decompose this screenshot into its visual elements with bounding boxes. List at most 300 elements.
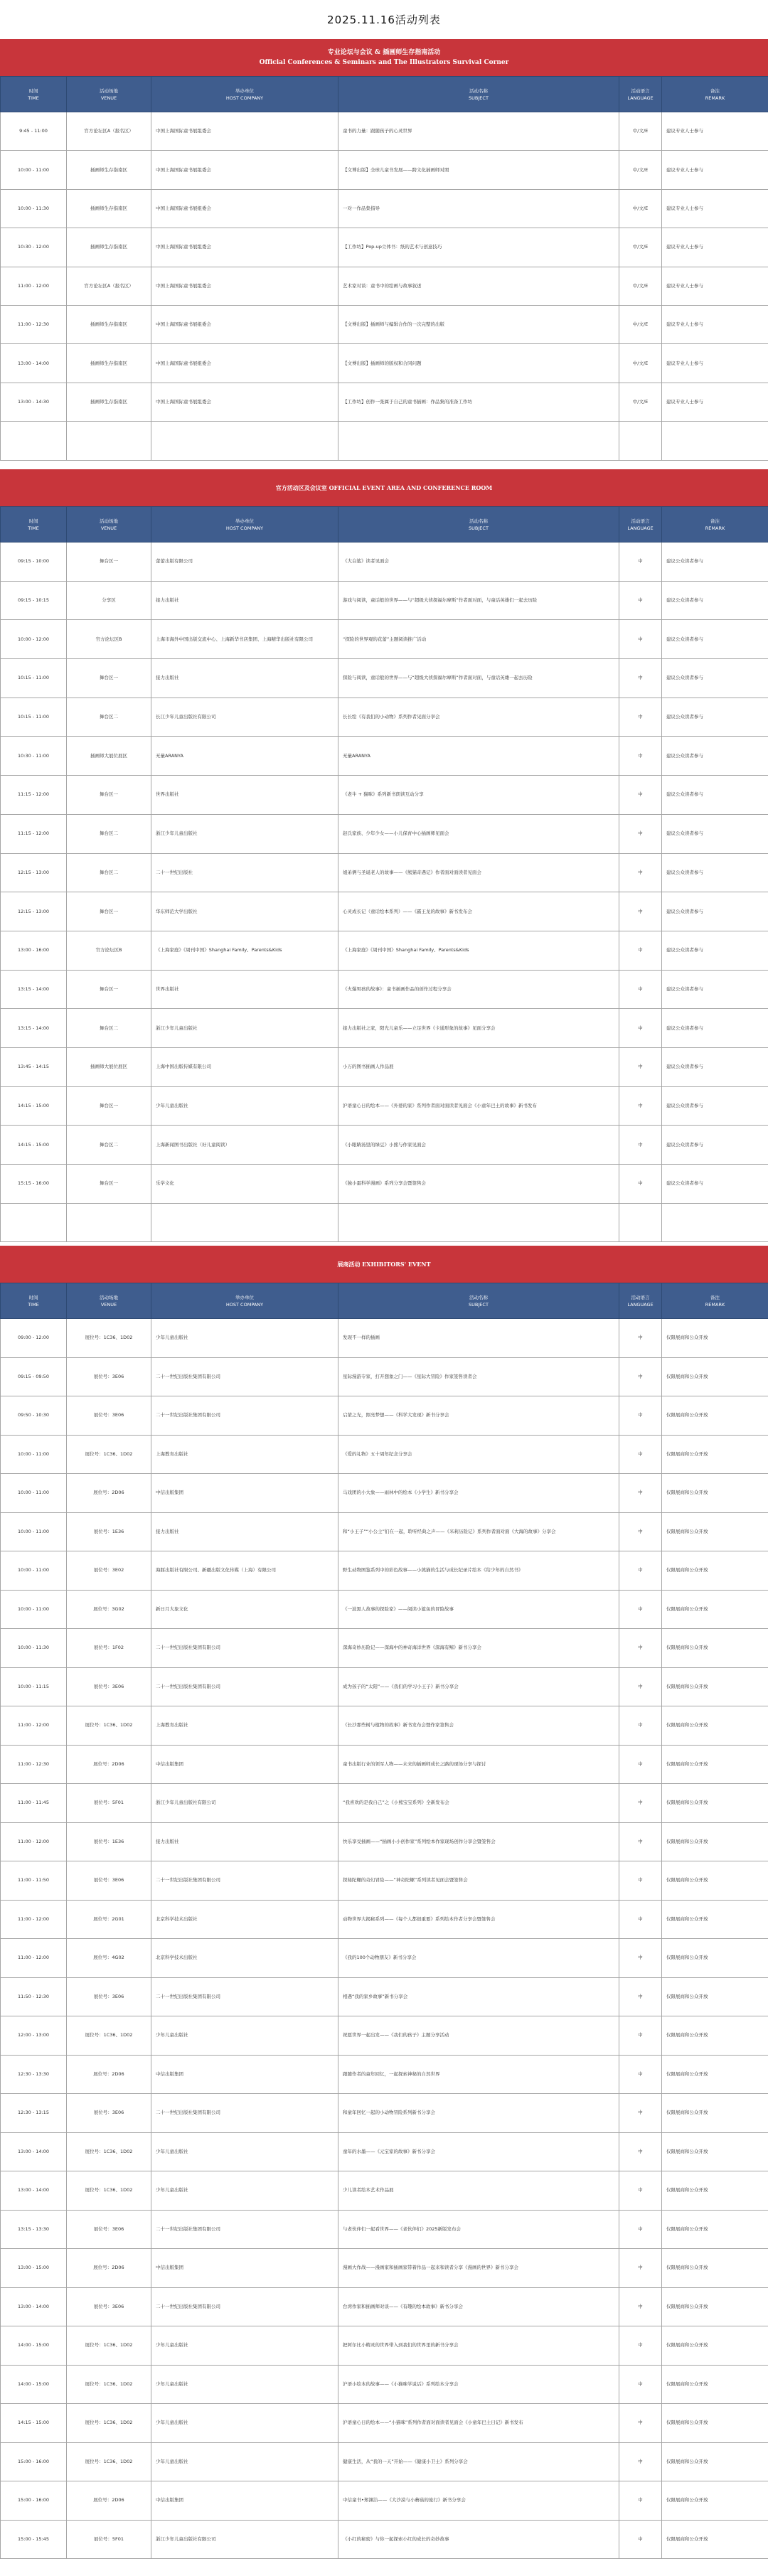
cell-language: 中 <box>619 1435 662 1474</box>
column-header-en: REMARK <box>705 525 725 531</box>
cell-remarks: 仅限展商和公众开放 <box>662 2365 768 2404</box>
cell-host: 二十一世纪出版社集团有限公司 <box>151 1861 338 1901</box>
cell-remarks: 仅限展商和公众开放 <box>662 1512 768 1551</box>
column-header-en: LANGUAGE <box>627 1301 654 1308</box>
column-header-cn: 活动场地 <box>100 87 118 94</box>
cell-host: 中信出版集团 <box>151 2055 338 2094</box>
column-header-host <box>151 77 338 112</box>
cell-venue: 舞台区二 <box>67 1126 151 1165</box>
cell-remarks: 仅限展商和公众开放 <box>662 2094 768 2133</box>
table-row <box>1 1551 768 1591</box>
cell-time: 13:00 - 14:00 <box>1 344 67 383</box>
cell-language: 中 <box>619 1784 662 1823</box>
cell-subject: 游戏与阅读，童话般的世界——与“超级大侦探福尔摩斯”作者面对面，与童话英雄们一起去历险 <box>338 581 619 620</box>
cell-remarks: 建议专业人士参与 <box>662 189 768 228</box>
table-row <box>1 2171 768 2211</box>
column-header-en: VENUE <box>100 95 117 101</box>
cell-subject: 一对一作品集指导 <box>338 189 619 228</box>
cell-time: 13:15 - 14:00 <box>1 1009 67 1048</box>
event-table <box>0 1283 768 2559</box>
cell-host <box>151 1203 338 1242</box>
cell-time: 11:00 - 11:45 <box>1 1784 67 1823</box>
cell-subject: 漫画大作战——漫画家和插画家带着作品一起来和读者分享《漫画的世界》新书分享会 <box>338 2249 619 2288</box>
cell-language: 中 <box>619 1512 662 1551</box>
cell-remarks: 仅限展商和公众开放 <box>662 1629 768 1668</box>
cell-venue: 舞台区一 <box>67 892 151 931</box>
cell-time: 11:15 - 12:00 <box>1 814 67 853</box>
cell-host: 少年儿童出版社 <box>151 2326 338 2366</box>
table-row <box>1 1900 768 1939</box>
cell-language: 中 <box>619 1629 662 1668</box>
table-row <box>1 1822 768 1861</box>
cell-subject: 祝愿世界一起出发——《我们的孩子》主题分享活动 <box>338 2016 619 2056</box>
cell-venue: 舞台区二 <box>67 853 151 892</box>
cell-venue: 舞台区一 <box>67 970 151 1009</box>
cell-venue: 展位号：4G02 <box>67 1939 151 1978</box>
cell-host: 浙江少年儿童出版社有限公司 <box>151 1784 338 1823</box>
cell-venue: 展位号：1C36、1D02 <box>67 1706 151 1746</box>
cell-subject: 《上海家庭》《周刊中国》Shanghai Family、Parents&Kids <box>338 931 619 970</box>
cell-host: 少年儿童出版社 <box>151 2365 338 2404</box>
table-row <box>1 2404 768 2443</box>
cell-subject: 《小红的秘密》与你一起探索小红的成长的奇妙故事 <box>338 2520 619 2559</box>
column-header-cn: 时间 <box>28 1294 38 1300</box>
cell-host: 接力出版社 <box>151 1822 338 1861</box>
table-row <box>1 853 768 892</box>
cell-remarks: 仅限展商和公众开放 <box>662 1861 768 1901</box>
cell-subject: 无量ARANYA <box>338 737 619 776</box>
table-row <box>1 1861 768 1901</box>
cell-venue: 舞台区一 <box>67 543 151 582</box>
cell-language: 中 <box>619 698 662 737</box>
column-header-cn: 时间 <box>28 87 38 94</box>
table-header-row <box>1 77 768 112</box>
cell-language: 中 <box>619 1165 662 1204</box>
cell-venue: 展位号：1C36、1D02 <box>67 2132 151 2171</box>
cell-subject: 《长沙那些树与植物的故事》新书发布会暨作家签售会 <box>338 1706 619 1746</box>
cell-remarks: 建议公众读者参与 <box>662 814 768 853</box>
column-header-cn: 活动名称 <box>469 1294 488 1300</box>
cell-venue: 舞台区一 <box>67 776 151 815</box>
cell-venue: 展位号：3E06 <box>67 1396 151 1436</box>
cell-venue: 展位号：1C36、1D02 <box>67 2442 151 2481</box>
cell-time: 10:30 - 11:00 <box>1 737 67 776</box>
cell-remarks: 建议专业人士参与 <box>662 383 768 421</box>
cell-venue: 舞台区一 <box>67 1086 151 1126</box>
table-row <box>1 1165 768 1204</box>
cell-time: 13:45 - 14:15 <box>1 1047 67 1086</box>
cell-subject: 与老伙伴们一起看世界——《老伙伴们》2025新版发布会 <box>338 2210 619 2249</box>
cell-language: 中 <box>619 1086 662 1126</box>
cell-language: 中 <box>619 2365 662 2404</box>
table-row <box>1 422 768 460</box>
table-row <box>1 1939 768 1978</box>
cell-remarks: 建议公众读者参与 <box>662 581 768 620</box>
cell-remarks: 建议专业人士参与 <box>662 151 768 189</box>
cell-remarks: 建议公众读者参与 <box>662 853 768 892</box>
cell-venue: 官方论坛区B <box>67 620 151 659</box>
cell-host: 浙江少年儿童出版社 <box>151 814 338 853</box>
cell-subject: 中信童书•郑渊洁——《大沙漠与小蘑菇的旅行》新书分享会 <box>338 2481 619 2521</box>
cell-subject: 发现不一样的插画 <box>338 1319 619 1358</box>
cell-host: 长江少年儿童出版社有限公司 <box>151 698 338 737</box>
cell-subject: 探秘陀螺的奇幻冒险——“神奇陀螺”系列读者见面会暨签售会 <box>338 1861 619 1901</box>
cell-host: 二十一世纪出版社集团有限公司 <box>151 2210 338 2249</box>
cell-time: 12:00 - 13:00 <box>1 2016 67 2056</box>
table-row <box>1 344 768 383</box>
cell-time: 14:15 - 15:00 <box>1 2404 67 2443</box>
cell-time: 14:15 - 15:00 <box>1 1126 67 1165</box>
cell-language: 中/文/E <box>619 228 662 267</box>
cell-host <box>151 422 338 460</box>
cell-language: 中 <box>619 970 662 1009</box>
table-row <box>1 2326 768 2366</box>
cell-remarks: 仅限展商和公众开放 <box>662 1977 768 2016</box>
column-header-en: SUBJECT <box>469 95 489 101</box>
cell-subject: 把阿尔比小精灵的世界带入到我们的世界里的新书分享会 <box>338 2326 619 2366</box>
cell-venue: 展位号：3E06 <box>67 1357 151 1396</box>
cell-venue: 展位号：1E36 <box>67 1512 151 1551</box>
cell-host: 蕾蕾出版有限公司 <box>151 543 338 582</box>
cell-host: 少年儿童出版社 <box>151 1086 338 1126</box>
cell-remarks: 建议专业人士参与 <box>662 112 768 151</box>
cell-remarks: 建议公众读者参与 <box>662 931 768 970</box>
cell-venue: 展位号：2D06 <box>67 2249 151 2288</box>
table-row <box>1 1203 768 1242</box>
cell-time: 14:00 - 15:00 <box>1 2365 67 2404</box>
cell-subject: 赵氏家族、少年少女——小儿保育中心插画师见面会 <box>338 814 619 853</box>
cell-language: 中 <box>619 543 662 582</box>
cell-venue: 展位号：3E02 <box>67 1551 151 1591</box>
cell-language: 中 <box>619 2481 662 2521</box>
cell-remarks: 建议公众读者参与 <box>662 1047 768 1086</box>
cell-time: 09:00 - 12:00 <box>1 1319 67 1358</box>
cell-host: 二十一世纪出版社 <box>151 853 338 892</box>
cell-time: 09:15 - 09:50 <box>1 1357 67 1396</box>
cell-time: 15:15 - 16:00 <box>1 1165 67 1204</box>
table-row <box>1 2287 768 2326</box>
cell-venue: 展位号：1C36、1D02 <box>67 2404 151 2443</box>
cell-venue: 展位号：3E06 <box>67 1861 151 1901</box>
cell-host: 少年儿童出版社 <box>151 1319 338 1358</box>
cell-remarks <box>662 1203 768 1242</box>
cell-host: 中国上海国际童书展组委会 <box>151 228 338 267</box>
cell-time: 13:15 - 13:30 <box>1 2210 67 2249</box>
cell-language: 中 <box>619 1009 662 1048</box>
cell-language: 中 <box>619 853 662 892</box>
cell-time: 11:00 - 12:30 <box>1 305 67 343</box>
cell-language: 中 <box>619 1745 662 1784</box>
cell-subject: 和童年回忆一起的小动物冒险系列新书分享会 <box>338 2094 619 2133</box>
cell-subject: 少儿读者绘本艺术作品展 <box>338 2171 619 2211</box>
table-row <box>1 931 768 970</box>
cell-venue: 展位号：3G02 <box>67 1590 151 1629</box>
cell-remarks: 仅限展商和公众开放 <box>662 2287 768 2326</box>
cell-venue: 展位号：1C36、1D02 <box>67 2365 151 2404</box>
cell-venue: 舞台区一 <box>67 1165 151 1204</box>
cell-time: 10:00 - 11:00 <box>1 1512 67 1551</box>
cell-host: 少年儿童出版社 <box>151 2132 338 2171</box>
cell-venue: 官方论坛区A（报名区） <box>67 267 151 305</box>
cell-language <box>619 1203 662 1242</box>
cell-venue: 展位号：3E06 <box>67 2287 151 2326</box>
cell-language: 中 <box>619 1900 662 1939</box>
cell-remarks: 仅限展商和公众开放 <box>662 1939 768 1978</box>
cell-host: 上海新闻图书出版社（好儿童阅读） <box>151 1126 338 1165</box>
column-header-en: REMARK <box>705 95 725 101</box>
cell-time: 10:00 - 11:30 <box>1 189 67 228</box>
cell-subject: 跟随作者的童年回忆，一起探索神秘的自然世界 <box>338 2055 619 2094</box>
table-row <box>1 2094 768 2133</box>
cell-time: 15:00 - 16:00 <box>1 2481 67 2521</box>
cell-subject: 《独小蛋科学漫画》系列分享会暨签售会 <box>338 1165 619 1204</box>
cell-subject: 【工作坊】创作一张属于自己的童书插画：作品集的准备工作坊 <box>338 383 619 421</box>
cell-language: 中/文/E <box>619 383 662 421</box>
column-header-cn: 举办单位 <box>235 87 254 94</box>
cell-time: 09:15 - 10:00 <box>1 543 67 582</box>
cell-remarks: 建议公众读者参与 <box>662 1126 768 1165</box>
cell-remarks: 建议公众读者参与 <box>662 1009 768 1048</box>
column-header-en: LANGUAGE <box>627 95 654 101</box>
cell-remarks: 建议专业人士参与 <box>662 305 768 343</box>
cell-remarks: 仅限展商和公众开放 <box>662 2055 768 2094</box>
cell-time: 13:00 - 14:00 <box>1 2132 67 2171</box>
cell-venue: 舞台区二 <box>67 814 151 853</box>
table-row <box>1 776 768 815</box>
cell-remarks: 建议专业人士参与 <box>662 267 768 305</box>
cell-subject: 相遇“我的家乡故事”新书分享会 <box>338 1977 619 2016</box>
table-row <box>1 383 768 421</box>
cell-venue: 展位号：2D06 <box>67 2055 151 2094</box>
cell-venue: 插画师生存指南区 <box>67 344 151 383</box>
column-header-time <box>1 77 67 112</box>
cell-time: 15:00 - 15:45 <box>1 2520 67 2559</box>
cell-time: 10:00 - 11:00 <box>1 1551 67 1591</box>
table-row <box>1 1667 768 1706</box>
column-header-en: TIME <box>28 1301 39 1308</box>
cell-venue: 展位号：5F01 <box>67 2520 151 2559</box>
cell-remarks: 建议公众读者参与 <box>662 1165 768 1204</box>
table-row <box>1 1009 768 1048</box>
cell-time: 10:00 - 12:00 <box>1 620 67 659</box>
cell-remarks: 仅限展商和公众开放 <box>662 2520 768 2559</box>
cell-remarks: 仅限展商和公众开放 <box>662 2326 768 2366</box>
cell-language: 中 <box>619 2520 662 2559</box>
cell-subject: 心灵成长记（童话绘本系列）——《霸王龙的故事》新书发布会 <box>338 892 619 931</box>
table-row <box>1 543 768 582</box>
column-header-en: SUBJECT <box>469 525 489 531</box>
cell-subject: 星际漫游专家，打开想象之门——《星际大冒险》作家签售读者会 <box>338 1357 619 1396</box>
cell-language: 中/文/E <box>619 151 662 189</box>
cell-venue: 展位号：1C36、1D02 <box>67 2326 151 2366</box>
cell-language: 中 <box>619 1047 662 1086</box>
cell-host: 二十一世纪出版社集团有限公司 <box>151 2094 338 2133</box>
cell-language: 中 <box>619 1706 662 1746</box>
cell-venue: 展位号：2D06 <box>67 1745 151 1784</box>
cell-venue: 官方论坛区A（报名区） <box>67 112 151 151</box>
cell-subject: 《爱的礼物》五十周年纪念分享会 <box>338 1435 619 1474</box>
column-header-cn: 举办单位 <box>235 1294 254 1300</box>
table-row <box>1 151 768 189</box>
cell-subject: 探险与阅读，童话般的世界——与“超级大侦探福尔摩斯”作者面对面，与童话英雄一起去历险 <box>338 659 619 698</box>
table-header-row <box>1 1283 768 1319</box>
cell-subject: 动物世界大揭秘系列——《每个人都很重要》系列绘本作者分享会暨签售会 <box>338 1900 619 1939</box>
cell-language: 中 <box>619 2287 662 2326</box>
cell-subject: 《一波黑人故事的探险家》——阅读小鲨鱼的冒险故事 <box>338 1590 619 1629</box>
column-header-en: VENUE <box>100 1301 117 1308</box>
cell-remarks: 建议公众读者参与 <box>662 1086 768 1126</box>
cell-time: 13:00 - 15:00 <box>1 2249 67 2288</box>
table-row <box>1 2481 768 2521</box>
cell-time: 13:00 - 16:00 <box>1 931 67 970</box>
cell-time: 11:00 - 11:50 <box>1 1861 67 1901</box>
cell-remarks: 仅限展商和公众开放 <box>662 2442 768 2481</box>
cell-host: 二十一世纪出版社集团有限公司 <box>151 1396 338 1436</box>
cell-remarks: 仅限展商和公众开放 <box>662 2404 768 2443</box>
cell-remarks: 仅限展商和公众开放 <box>662 2481 768 2521</box>
column-header-en: HOST COMPANY <box>225 1301 264 1308</box>
cell-subject: 【工作坊】Pop-up立体书：纸的艺术与创意技巧 <box>338 228 619 267</box>
cell-time: 10:30 - 12:00 <box>1 228 67 267</box>
cell-language: 中 <box>619 1319 662 1358</box>
column-header-remarks <box>662 77 768 112</box>
cell-subject: 台湾作家和插画师对谈——《有趣的绘本故事》新书分享会 <box>338 2287 619 2326</box>
cell-time: 09:50 - 10:30 <box>1 1396 67 1436</box>
cell-language: 中 <box>619 1396 662 1436</box>
table-row <box>1 189 768 228</box>
cell-language: 中 <box>619 2132 662 2171</box>
table-row <box>1 970 768 1009</box>
column-header-cn: 举办单位 <box>235 518 254 524</box>
cell-host: 中国上海国际童书展组委会 <box>151 189 338 228</box>
cell-host: 中国上海国际童书展组委会 <box>151 151 338 189</box>
cell-subject: 启蒙之光，照亮梦想——《科学大发现》新书分享会 <box>338 1396 619 1436</box>
cell-subject: 野生动物图鉴系列中的彩色故事——小熊猫的生活与成长纪录片绘本《给少年的自然书》 <box>338 1551 619 1591</box>
section-title-cn: 专业论坛与会议 & 插画师生存指南活动 <box>327 49 441 56</box>
cell-host: 新日月大象文化 <box>151 1590 338 1629</box>
cell-language: 中 <box>619 2055 662 2094</box>
cell-host: 少年儿童出版社 <box>151 2442 338 2481</box>
table-row <box>1 1512 768 1551</box>
cell-time <box>1 422 67 460</box>
cell-host: 世界出版社 <box>151 776 338 815</box>
cell-host: 乐学文化 <box>151 1165 338 1204</box>
cell-venue: 舞台区一 <box>67 659 151 698</box>
cell-subject: 【文博出版】全球儿童书发展——跨文化插画师对照 <box>338 151 619 189</box>
cell-subject: 童书出版行业的领军人物——未来的插画师成长之路的现场分享与探讨 <box>338 1745 619 1784</box>
column-header-en: TIME <box>28 95 39 101</box>
cell-subject: 健康生活，从“我的一天”开始——《健康小卫士》系列分享会 <box>338 2442 619 2481</box>
cell-remarks: 建议公众读者参与 <box>662 776 768 815</box>
cell-language: 中 <box>619 2404 662 2443</box>
cell-remarks: 仅限展商和公众开放 <box>662 1706 768 1746</box>
table-row <box>1 305 768 343</box>
cell-venue: 舞台区二 <box>67 1009 151 1048</box>
cell-host: 北京科学技术出版社 <box>151 1900 338 1939</box>
cell-language: 中 <box>619 1939 662 1978</box>
cell-venue: 分享区 <box>67 581 151 620</box>
cell-subject: 接力出版社之家，阳光儿童乐——立足世界《卡通形象的故事》见面分享会 <box>338 1009 619 1048</box>
cell-host: 上海中国出版传媒有限公司 <box>151 1047 338 1086</box>
cell-language: 中/文/E <box>619 305 662 343</box>
cell-time: 10:00 - 11:30 <box>1 1629 67 1668</box>
section-header <box>0 39 768 76</box>
cell-host: 二十一世纪出版社集团有限公司 <box>151 1357 338 1396</box>
column-header-cn: 备注 <box>710 1294 720 1300</box>
column-header-cn: 活动语言 <box>631 87 650 94</box>
column-header-en: HOST COMPANY <box>225 95 264 101</box>
cell-venue: 插画师大展位展区 <box>67 737 151 776</box>
table-row <box>1 814 768 853</box>
cell-host: 中信出版集团 <box>151 2481 338 2521</box>
cell-remarks <box>662 422 768 460</box>
column-header-subject <box>338 77 619 112</box>
cell-time: 11:15 - 12:00 <box>1 776 67 815</box>
table-row <box>1 2365 768 2404</box>
column-header-en: REMARK <box>705 1301 725 1308</box>
cell-host: 上海市海外中国出版交流中心、上海新华书店集团、上海精华出版社有限公司 <box>151 620 338 659</box>
cell-time: 12:15 - 13:00 <box>1 892 67 931</box>
table-row <box>1 1977 768 2016</box>
column-header-time <box>1 507 67 543</box>
cell-time: 12:15 - 13:00 <box>1 853 67 892</box>
cell-subject: 《大白鲨》读者见面会 <box>338 543 619 582</box>
table-row <box>1 1435 768 1474</box>
table-row <box>1 1319 768 1358</box>
cell-remarks: 仅限展商和公众开放 <box>662 1319 768 1358</box>
column-header-language <box>619 77 662 112</box>
cell-host: 世界出版社 <box>151 970 338 1009</box>
cell-remarks: 仅限展商和公众开放 <box>662 2132 768 2171</box>
cell-subject: 《小眼睛汤里的绿豆》小熊与作家见面会 <box>338 1126 619 1165</box>
cell-remarks: 建议公众读者参与 <box>662 737 768 776</box>
cell-subject: 沪语小绘本的故事——《小猫咪学说话》系列绘本分享会 <box>338 2365 619 2404</box>
cell-subject: 小万的图书插画人作品展 <box>338 1047 619 1086</box>
cell-venue: 展位号：1C36、1D02 <box>67 1435 151 1474</box>
cell-time: 10:00 - 11:00 <box>1 1474 67 1513</box>
table-row <box>1 112 768 151</box>
cell-time: 13:15 - 14:00 <box>1 970 67 1009</box>
cell-host: 二十一世纪出版社集团有限公司 <box>151 1667 338 1706</box>
cell-subject <box>338 1203 619 1242</box>
cell-language: 中 <box>619 1822 662 1861</box>
column-header-subject <box>338 1283 619 1319</box>
cell-venue: 插画师生存指南区 <box>67 383 151 421</box>
cell-language: 中 <box>619 776 662 815</box>
cell-time: 09:15 - 10:15 <box>1 581 67 620</box>
cell-host: 北京科学技术出版社 <box>151 1939 338 1978</box>
cell-remarks: 仅限展商和公众开放 <box>662 1357 768 1396</box>
cell-subject: 深海奇妙历险记——深海中的神奇海洋世界《深海有鲸》新书分享会 <box>338 1629 619 1668</box>
table-row <box>1 2210 768 2249</box>
column-header-cn: 活动场地 <box>100 518 118 524</box>
cell-venue: 展位号：1C36、1D02 <box>67 2016 151 2056</box>
cell-remarks: 建议公众读者参与 <box>662 698 768 737</box>
table-row <box>1 1474 768 1513</box>
cell-host: 《上海家庭》《周刊中国》Shanghai Family、Parents&Kids <box>151 931 338 970</box>
section-header <box>0 469 768 506</box>
table-row <box>1 892 768 931</box>
cell-language: 中 <box>619 2171 662 2211</box>
table-row <box>1 1396 768 1436</box>
cell-remarks: 仅限展商和公众开放 <box>662 1784 768 1823</box>
table-row <box>1 1784 768 1823</box>
cell-host: 少年儿童出版社 <box>151 2016 338 2056</box>
cell-host: 二十一世纪出版社集团有限公司 <box>151 2287 338 2326</box>
column-header-en: LANGUAGE <box>627 525 654 531</box>
table-row <box>1 2442 768 2481</box>
cell-time: 11:50 - 12:30 <box>1 1977 67 2016</box>
